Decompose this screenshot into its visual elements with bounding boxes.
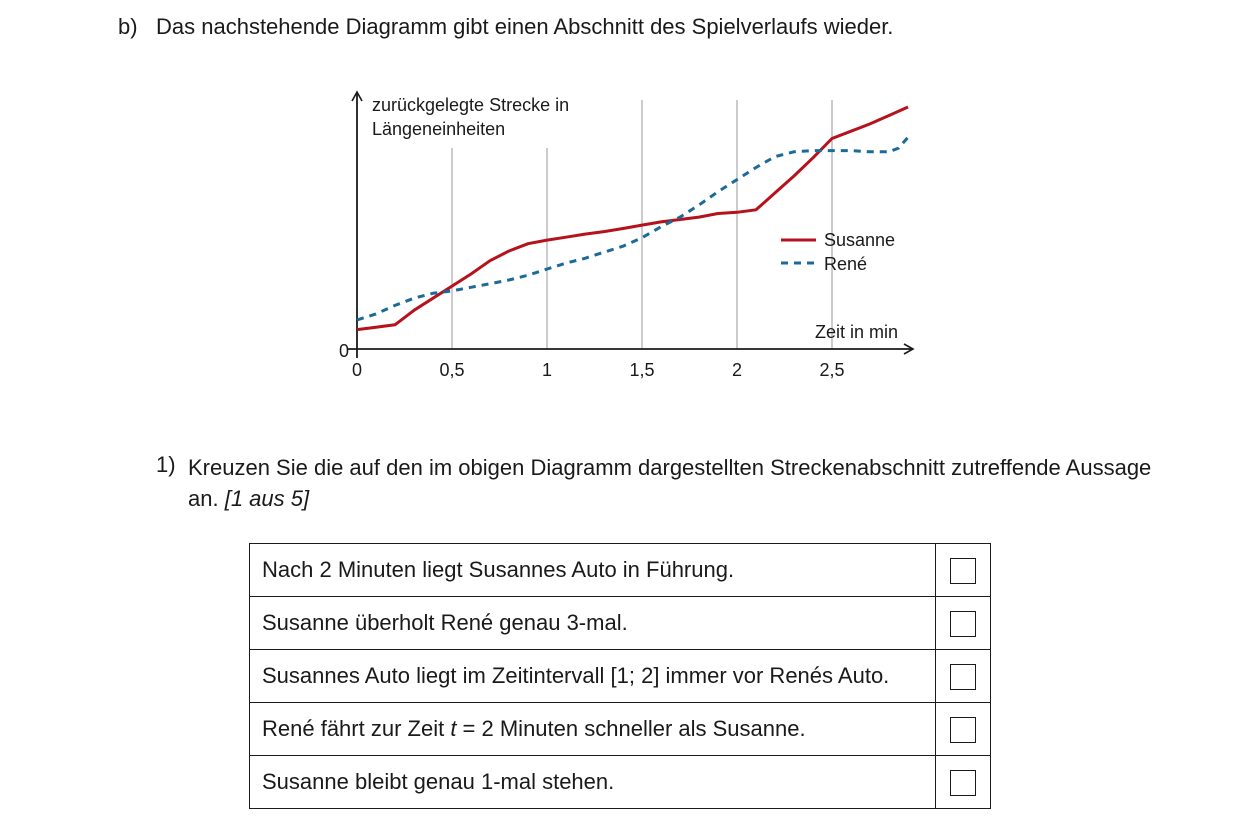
- option-text-continued: = 2 Minuten schneller als Susanne.: [456, 716, 806, 741]
- option-checkbox-cell: [936, 756, 991, 809]
- option-row: [250, 597, 991, 650]
- x-tick-labels: [352, 360, 845, 380]
- option-statement: [250, 650, 936, 703]
- option-statement: [250, 544, 936, 597]
- x-tick-label: 2,5: [819, 360, 845, 380]
- y-tick-label-0: 0: [338, 341, 349, 361]
- y-axis-label-line-2: Längeneinheiten: [372, 119, 506, 139]
- answer-checkbox[interactable]: [950, 717, 976, 743]
- question-text: [188, 452, 1168, 514]
- x-axis-label: Zeit in min: [814, 322, 898, 342]
- question-prompt: Kreuzen Sie die auf den im obigen Diagramm dargestellten Streckenabschnitt zutreffende Aussage an.: [188, 455, 1152, 511]
- option-variable: t: [450, 716, 457, 741]
- option-checkbox-cell: [936, 544, 991, 597]
- option-text: Susanne bleibt genau 1-mal stehen.: [262, 769, 615, 794]
- question-number: 1): [156, 452, 176, 477]
- option-text: René fährt zur Zeit: [262, 716, 451, 741]
- answer-checkbox[interactable]: [950, 770, 976, 796]
- option-checkbox-cell: [936, 597, 991, 650]
- option-text: Susannes Auto liegt im Zeitintervall [1; 2] immer vor Renés Auto.: [262, 663, 890, 688]
- x-tick-label: 0: [351, 360, 363, 380]
- section-label: b): [118, 14, 138, 39]
- x-tick-label: 2: [731, 360, 743, 380]
- series-lines: [357, 107, 908, 330]
- option-statement: [250, 756, 936, 809]
- option-text: Susanne überholt René genau 3-mal.: [262, 610, 628, 635]
- x-tick-label: 1,5: [629, 360, 655, 380]
- legend-label-rene: René: [824, 254, 868, 274]
- section-intro-text: Das nachstehende Diagramm gibt einen Abschnitt des Spielverlaufs wieder.: [156, 14, 894, 39]
- option-text: Nach 2 Minuten liegt Susannes Auto in Führung.: [262, 557, 735, 582]
- legend: [781, 230, 895, 274]
- question-tag: [1 aus 5]: [224, 486, 310, 511]
- option-checkbox-cell: [936, 703, 991, 756]
- option-statement: [250, 597, 936, 650]
- answer-checkbox[interactable]: [950, 664, 976, 690]
- y-axis-label-line-1: zurückgelegte Strecke in: [372, 95, 570, 115]
- x-tick-label: 0,5: [439, 360, 465, 380]
- option-row: [250, 544, 991, 597]
- x-tick-label: 1: [541, 360, 553, 380]
- option-statement: [250, 703, 936, 756]
- series-line-susanne: [357, 107, 908, 330]
- legend-label-susanne: Susanne: [824, 230, 896, 250]
- option-checkbox-cell: [936, 650, 991, 703]
- option-row: [250, 703, 991, 756]
- option-row: [250, 650, 991, 703]
- option-row: [250, 756, 991, 809]
- answer-checkbox[interactable]: [950, 611, 976, 637]
- answer-options-table: [249, 543, 991, 809]
- answer-checkbox[interactable]: [950, 558, 976, 584]
